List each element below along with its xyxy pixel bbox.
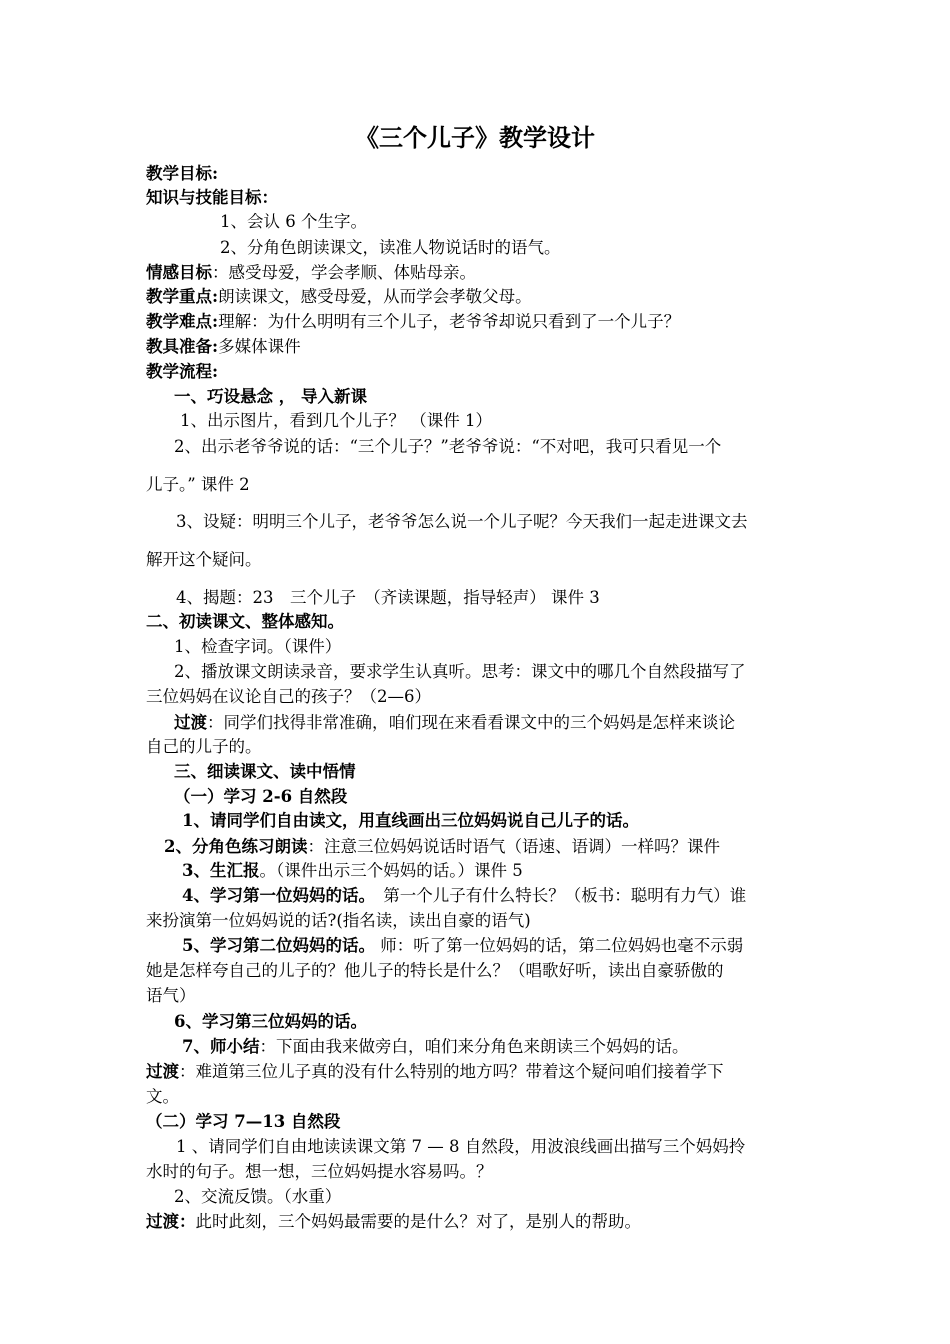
bold-label: 二、初读课文、整体感知。: [146, 612, 344, 631]
line-text: 。（课件出示三个妈妈的话。）课件 5: [259, 861, 523, 880]
bold-label: 教学难点:: [146, 312, 219, 331]
line-text: ：感受母爱，学会孝顺、体贴母亲。: [212, 263, 476, 282]
text-line: [146, 549, 826, 571]
text-line: [146, 860, 862, 882]
bold-label: 一、巧设悬念 ， 导入新课: [174, 387, 367, 406]
text-line: [146, 1011, 854, 1033]
text-line: [146, 636, 854, 658]
bold-label: 过渡：: [146, 1212, 196, 1231]
text-line: [146, 935, 862, 957]
line-text: 语气）: [146, 986, 196, 1005]
text-line: [146, 1186, 854, 1208]
line-text: 水时的句子。想一想，三位妈妈提水容易吗。？: [146, 1162, 493, 1181]
line-text: 1、检查字词。（课件）: [174, 637, 342, 656]
text-line: [146, 761, 854, 783]
line-text: ：注意三位妈妈说话时语气（语速、语调）一样吗？课件: [307, 837, 720, 856]
bold-label: 教学目标:: [146, 164, 219, 183]
bold-label: 7、师小结: [182, 1037, 260, 1056]
bold-label: 过渡: [146, 1062, 179, 1081]
line-text: 2、出示老爷爷说的话：“三个儿子？”老爷爷说：“不对吧，我可只看见一个: [174, 437, 722, 456]
text-line: [146, 960, 826, 982]
bold-label: 2、分角色练习朗读: [164, 837, 308, 856]
text-line: [146, 1211, 826, 1233]
text-line: [146, 1111, 826, 1133]
text-line: [146, 311, 826, 333]
line-text: ：同学们找得非常准确，咱们现在来看看课文中的三个妈妈是怎样来谈论: [207, 713, 735, 732]
line-text: 自己的儿子的。: [146, 737, 262, 756]
line-text: 2、交流反馈。（水重）: [174, 1187, 342, 1206]
text-line: [146, 1161, 826, 1183]
text-line: [146, 611, 826, 633]
text-line: [146, 985, 826, 1007]
bold-label: 5、学习第二位妈妈的话。: [182, 936, 375, 955]
bold-label: 3、生汇报: [182, 861, 260, 880]
line-text: 1、会认 6 个生字。: [220, 212, 367, 231]
line-text: ：下面由我来做旁白，咱们来分角色来朗读三个妈妈的话。: [259, 1037, 689, 1056]
text-line: [146, 1086, 826, 1108]
text-line: [146, 286, 826, 308]
text-line: [146, 436, 854, 458]
text-line: [146, 587, 856, 609]
line-text: 儿子。” 课件 2: [146, 475, 250, 494]
document-title: 《三个儿子》教学设计: [355, 123, 595, 152]
text-line: [146, 885, 862, 907]
bold-label: 教学流程:: [146, 362, 219, 381]
text-line: [146, 712, 854, 734]
text-line: [146, 187, 826, 209]
text-line: [146, 163, 826, 185]
text-line: [146, 810, 862, 832]
line-text: 她是怎样夸自己的儿子的？他儿子的特长是什么？（唱歌好听，读出自豪骄傲的: [146, 961, 724, 980]
line-text: 4、揭题：23 三个儿子 （齐读课题，指导轻声） 课件 3: [176, 588, 600, 607]
text-line: [146, 511, 856, 533]
line-text: 理解：为什么明明有三个儿子，老爷爷却说只看到了一个儿子？: [218, 312, 681, 331]
line-text: 1 、请同学们自由地读读课文第 7 — 8 自然段，用波浪线画出描写三个妈妈拎: [176, 1137, 746, 1156]
text-line: [146, 1061, 826, 1083]
bold-label: （一）学习 2-6 自然段: [174, 787, 348, 806]
line-text: 三位妈妈在议论自己的孩子？（2—6）: [146, 687, 431, 706]
line-text: ：难道第三位儿子真的没有什么特别的地方吗？带着这个疑问咱们接着学下: [179, 1062, 724, 1081]
text-line: [146, 237, 900, 259]
line-text: 多媒体课件: [218, 337, 301, 356]
bold-label: 知识与技能目标：: [146, 188, 278, 207]
line-text: 朗读课文，感受母爱，从而学会孝敬父母。: [218, 287, 532, 306]
bold-label: 三、细读课文、读中悟情: [174, 762, 356, 781]
line-text: 3、设疑：明明三个儿子，老爷爷怎么说一个儿子呢？今天我们一起走进课文去: [176, 512, 748, 531]
text-line: [146, 1136, 856, 1158]
line-text: 文。: [146, 1087, 179, 1106]
text-line: [146, 474, 826, 496]
text-line: [146, 262, 826, 284]
bold-label: 过渡: [174, 713, 207, 732]
text-line: [146, 661, 854, 683]
bold-label: 1、请同学们自由读文，用直线画出三位妈妈说自己儿子的话。: [182, 811, 639, 830]
line-text: 解开这个疑问。: [146, 550, 262, 569]
bold-label: 4、学习第一位妈妈的话。: [182, 886, 367, 905]
bold-label: 教具准备:: [146, 337, 219, 356]
text-line: [146, 686, 826, 708]
text-line: [146, 386, 854, 408]
text-line: [146, 736, 826, 758]
line-text: 1、出示图片，看到几个儿子？ （课件 1）: [180, 411, 492, 430]
text-line: [146, 836, 844, 858]
line-text: 此时此刻，三个妈妈最需要的是什么？对了，是别人的帮助。: [195, 1212, 641, 1231]
text-line: [146, 910, 826, 932]
line-text: 2、播放课文朗读录音，要求学生认真听。思考：课文中的哪几个自然段描写了: [174, 662, 746, 681]
bold-label: （二）学习 7—13 自然段: [146, 1112, 341, 1131]
line-text: 来扮演第一位妈妈说的话?(指名读，读出自豪的语气): [146, 911, 531, 930]
text-line: [146, 410, 860, 432]
bold-label: 情感目标: [146, 263, 212, 282]
line-text: 第一个儿子有什么特长？（板书：聪明有力气）谁: [366, 886, 747, 905]
text-line: [146, 1036, 862, 1058]
bold-label: 教学重点:: [146, 287, 219, 306]
bold-label: 6、学习第三位妈妈的话。: [174, 1012, 367, 1031]
text-line: [146, 336, 826, 358]
text-line: [146, 211, 900, 233]
text-line: [146, 786, 854, 808]
text-line: [146, 361, 826, 383]
line-text: 师：听了第一位妈妈的话，第二位妈妈也毫不示弱: [374, 936, 744, 955]
line-text: 2、分角色朗读课文，读准人物说话时的语气。: [220, 238, 561, 257]
